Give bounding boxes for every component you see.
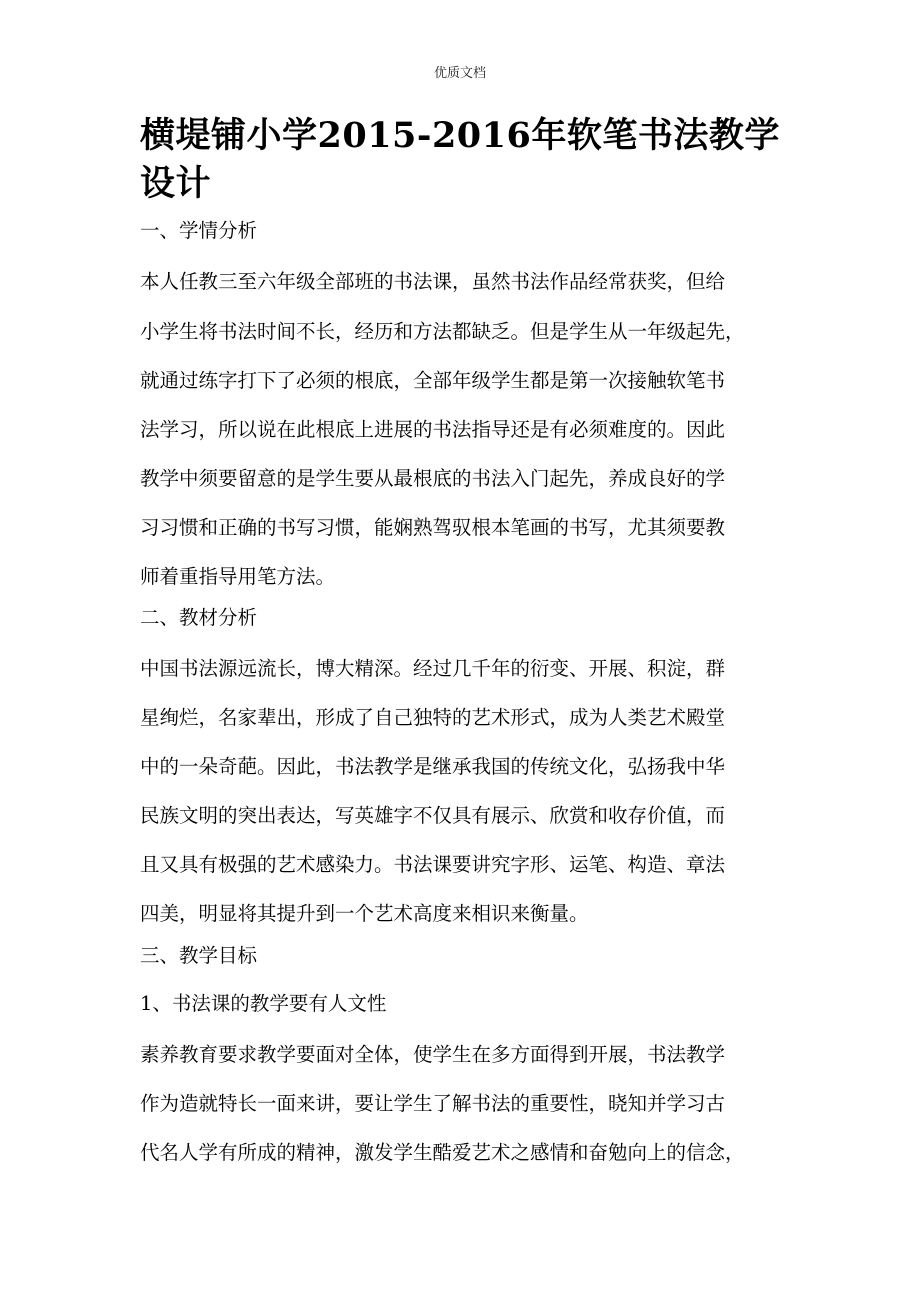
paragraph-line: 作为造就特长一面来讲，要让学生了解书法的重要性，晓知并学习古 — [140, 1092, 726, 1115]
paragraph-line: 法学习，所以说在此根底上进展的书法指导还是有必须难度的。因此 — [140, 418, 726, 441]
paragraph-line: 师着重指导用笔方法。 — [140, 565, 336, 588]
paragraph-line: 四美，明显将其提升到一个艺术高度来相识来衡量。 — [140, 902, 589, 925]
paragraph-line: 教学中须要留意的是学生要从最根底的书法入门起先，养成良好的学 — [140, 467, 726, 490]
paragraph-line: 星绚烂，名家辈出，形成了自己独特的艺术形式，成为人类艺术殿堂 — [140, 706, 726, 729]
page-header: 优质文档 — [433, 66, 486, 81]
document-title: 横堤铺小学2015-2016年软笔书法教学设计 — [140, 115, 780, 204]
paragraph-line: 中的一朵奇葩。因此，书法教学是继承我国的传统文化，弘扬我中华 — [140, 755, 726, 778]
paragraph-line: 小学生将书法时间不长，经历和方法都缺乏。但是学生从一年级起先， — [140, 320, 745, 343]
paragraph-line: 习习惯和正确的书写习惯，能娴熟驾驭根本笔画的书写，尤其须要教 — [140, 516, 726, 539]
paragraph-line: 民族文明的突出表达，写英雄字不仅具有展示、欣赏和收存价值，而 — [140, 804, 726, 827]
subsection-heading: 1、书法课的教学要有人文性 — [140, 992, 387, 1015]
section-heading: 一、学情分析 — [140, 219, 258, 242]
paragraph-line: 中国书法源远流长，博大精深。经过几千年的衍变、开展、积淀，群 — [140, 657, 726, 680]
section-heading: 三、教学目标 — [140, 944, 258, 967]
paragraph-line: 代名人学有所成的精神，激发学生酷爱艺术之感情和奋勉向上的信念， — [140, 1141, 745, 1164]
paragraph-line: 且又具有极强的艺术感染力。书法课要讲究字形、运笔、构造、章法 — [140, 853, 726, 876]
paragraph-line: 素养教育要求教学要面对全体，使学生在多方面得到开展，书法教学 — [140, 1043, 726, 1066]
paragraph-line: 本人任教三至六年级全部班的书法课，虽然书法作品经常获奖，但给 — [140, 270, 726, 293]
section-heading: 二、教材分析 — [140, 606, 258, 629]
paragraph-line: 就通过练字打下了必须的根底，全部年级学生都是第一次接触软笔书 — [140, 369, 726, 392]
